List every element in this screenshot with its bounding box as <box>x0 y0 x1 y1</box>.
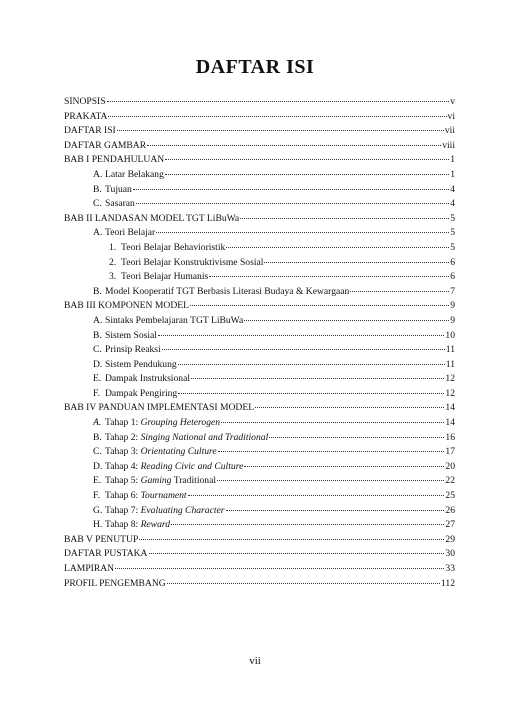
toc-entry <box>64 504 455 519</box>
toc-entry-prefix: F. <box>93 387 100 399</box>
dot-leader <box>178 363 445 365</box>
toc-entry-text: Evaluating Character <box>140 504 225 516</box>
toc-entry-label <box>93 314 243 329</box>
dot-leader <box>264 261 449 263</box>
toc-entry <box>64 518 455 533</box>
toc-entry <box>64 153 455 168</box>
toc-entry <box>64 416 455 431</box>
toc-entry-label <box>93 183 132 198</box>
toc-entry-text: Reading Civic and Culture <box>140 460 244 472</box>
toc-entry-text: DAFTAR PUSTAKA <box>64 548 148 560</box>
toc-entry-page: v <box>450 96 455 107</box>
toc-entry-label <box>93 226 155 241</box>
toc-entry-label <box>93 197 135 212</box>
toc-entry-page: viii <box>442 139 455 151</box>
page-number: vii <box>249 655 261 667</box>
toc-entry-page: 6 <box>450 271 455 283</box>
toc-entry-text: Sasaran <box>105 198 135 210</box>
toc-entry-page: 14 <box>445 402 455 414</box>
toc-entry-label <box>64 212 239 227</box>
toc-entry-prefix: D. <box>93 358 103 370</box>
dot-leader <box>221 421 444 423</box>
dot-leader <box>147 144 441 146</box>
dot-leader <box>162 348 445 350</box>
toc-entry-label <box>93 372 190 387</box>
toc-entry-prefix: 3. <box>109 271 117 283</box>
toc-entry-text: Teori Belajar Konstruktivisme Sosial <box>121 256 264 268</box>
toc-entry-page: 5 <box>450 241 455 253</box>
toc-entry <box>64 124 455 139</box>
toc-entry <box>64 95 455 110</box>
dot-leader <box>191 377 444 379</box>
toc-entry-page: 5 <box>450 212 455 224</box>
toc-entry-page: 112 <box>440 577 455 589</box>
toc-entry <box>64 372 455 387</box>
toc-entry-label <box>93 285 349 300</box>
toc-entry-label <box>93 504 225 519</box>
toc-entry-text: Tahap 2: <box>105 431 141 443</box>
toc-entry-page: vi <box>447 110 455 122</box>
toc-entry <box>64 358 455 373</box>
toc-entry-label <box>109 241 225 256</box>
dot-leader <box>209 275 449 277</box>
toc-entry-prefix: E. <box>93 373 102 385</box>
toc-entry-page: 4 <box>450 183 455 195</box>
toc-entry-text: LAMPIRAN <box>64 563 115 574</box>
toc-entry-text: Traditional <box>171 475 216 487</box>
toc-entry-text: Tahap 3: <box>105 446 141 458</box>
toc-entry-label <box>93 431 268 446</box>
toc-entry-page: 17 <box>445 446 455 458</box>
toc-entry-label <box>93 489 187 504</box>
toc-entry-text: Singing National and Traditional <box>140 431 269 443</box>
toc-entry-page: 1 <box>450 154 455 166</box>
toc-entry-text: Teori Belajar <box>105 227 156 239</box>
toc-entry-label <box>64 562 114 577</box>
toc-entry-page: 27 <box>445 519 455 531</box>
dot-leader <box>165 173 449 175</box>
toc-entry-label <box>93 460 243 475</box>
dot-leader <box>108 115 446 117</box>
toc-entry-prefix: A. <box>93 417 102 429</box>
toc-entry-prefix: C. <box>93 198 102 210</box>
toc-entry-label <box>64 124 116 139</box>
toc-entry <box>64 110 455 125</box>
toc-entry <box>64 387 455 402</box>
toc-entry-prefix: E. <box>93 475 102 487</box>
toc-entry-text: Dampak Pengiring <box>105 387 178 399</box>
toc-entry-label <box>93 358 177 373</box>
dot-leader <box>149 552 445 554</box>
toc-entry-text: Tahap 5: <box>105 475 141 487</box>
toc-entry-page: 30 <box>445 548 455 560</box>
toc-entry <box>64 577 455 592</box>
toc-entry-label <box>64 153 164 168</box>
toc-entry-prefix: B. <box>93 431 102 443</box>
toc-entry-text: Tahap 4: <box>105 460 141 472</box>
dot-leader <box>244 465 444 467</box>
toc-entry-page: 10 <box>445 329 455 341</box>
toc-entry <box>64 197 455 212</box>
toc-entry-page: 11 <box>445 344 455 356</box>
dot-leader <box>226 509 445 511</box>
toc-entry-text: Sistem Pendukung <box>105 358 177 370</box>
toc-entry-page: 25 <box>445 490 455 502</box>
table-of-contents <box>64 95 455 591</box>
toc-entry-label <box>64 95 106 110</box>
toc-entry-text: DAFTAR GAMBAR <box>64 139 147 151</box>
toc-entry-text: Tahap 8: <box>105 519 141 531</box>
dot-leader <box>240 217 449 219</box>
toc-entry <box>64 270 455 285</box>
toc-entry <box>64 314 455 329</box>
toc-entry-page: 16 <box>445 431 455 443</box>
dot-leader <box>117 129 444 131</box>
toc-entry-label <box>93 445 217 460</box>
toc-entry-text: BAB III KOMPONEN MODEL <box>64 300 189 312</box>
dot-leader <box>178 392 444 394</box>
toc-entry-text: Teori Belajar Humanis <box>121 271 209 283</box>
toc-entry-text: DAFTAR ISI <box>64 125 116 137</box>
dot-leader <box>255 406 444 408</box>
toc-entry-page: 33 <box>445 563 455 574</box>
toc-entry-page: 5 <box>450 227 455 239</box>
toc-entry <box>64 343 455 358</box>
dot-leader <box>158 334 444 336</box>
dot-leader <box>139 538 444 540</box>
toc-entry-text: Model Kooperatif TGT Berbasis Literasi Budaya & Kewargaan <box>105 285 350 297</box>
dot-leader <box>156 231 449 233</box>
toc-entry-text: Teori Belajar Behavioristik <box>121 241 226 253</box>
toc-entry-page: 9 <box>450 300 455 312</box>
toc-entry <box>64 285 455 300</box>
toc-entry-text: Latar Belakang <box>105 168 164 180</box>
toc-entry-label <box>64 299 189 314</box>
dot-leader <box>115 567 444 569</box>
toc-entry-text: Tujuan <box>105 183 132 195</box>
dot-leader <box>218 450 445 452</box>
toc-entry-text: SINOPSIS <box>64 96 106 107</box>
toc-entry <box>64 489 455 504</box>
toc-entry-page: 11 <box>445 358 455 370</box>
toc-entry-page: 20 <box>445 460 455 472</box>
toc-entry-prefix: C. <box>93 344 102 356</box>
toc-entry-label <box>64 577 166 592</box>
toc-entry-label <box>64 401 254 416</box>
toc-entry-page: 7 <box>450 285 455 297</box>
dot-leader <box>226 246 449 248</box>
toc-entry-prefix: F. <box>93 490 100 502</box>
toc-entry-page: vii <box>444 125 455 137</box>
toc-entry-label <box>93 329 157 344</box>
toc-entry <box>64 460 455 475</box>
toc-entry <box>64 533 455 548</box>
toc-entry-label <box>109 270 208 285</box>
toc-entry-text: Dampak Instruksional <box>105 373 190 385</box>
toc-entry-prefix: D. <box>93 460 103 472</box>
toc-entry-text: Sistem Sosial <box>105 329 157 341</box>
toc-entry-prefix: G. <box>93 504 103 516</box>
toc-entry <box>64 547 455 562</box>
toc-entry <box>64 183 455 198</box>
toc-entry-prefix: 2. <box>109 256 117 268</box>
dot-leader <box>217 479 444 481</box>
toc-entry-text: Tahap 7: <box>105 504 141 516</box>
toc-entry-page: 6 <box>450 256 455 268</box>
toc-entry-label <box>64 547 148 562</box>
toc-entry-text: Orientating Culture <box>140 446 217 458</box>
toc-entry-text: Tahap 1: <box>105 417 141 429</box>
toc-entry <box>64 401 455 416</box>
page-title: DAFTAR ISI <box>195 56 315 78</box>
toc-entry-page: 4 <box>450 198 455 210</box>
dot-leader <box>188 494 445 496</box>
toc-entry-label <box>93 387 177 402</box>
toc-entry-text: Tahap 6: <box>105 490 141 502</box>
toc-entry-prefix: B. <box>93 183 102 195</box>
toc-entry <box>64 212 455 227</box>
dot-leader <box>350 290 449 292</box>
toc-entry-text: Gaming <box>140 475 172 487</box>
toc-entry-page: 22 <box>445 475 455 487</box>
toc-entry-text: BAB I PENDAHULUAN <box>64 154 165 166</box>
toc-entry-label <box>93 343 161 358</box>
toc-entry-page: 12 <box>445 387 455 399</box>
toc-entry-prefix: 1. <box>109 241 117 253</box>
toc-entry <box>64 168 455 183</box>
dot-leader <box>171 523 444 525</box>
toc-entry-label <box>64 139 146 154</box>
dot-leader <box>136 202 449 204</box>
toc-entry-page: 1 <box>450 168 455 180</box>
toc-entry-page: 26 <box>445 504 455 516</box>
toc-entry-page: 29 <box>445 533 455 545</box>
toc-entry-label <box>93 474 216 489</box>
toc-entry-prefix: C. <box>93 446 102 458</box>
toc-entry <box>64 226 455 241</box>
toc-entry <box>64 431 455 446</box>
toc-entry <box>64 299 455 314</box>
dot-leader <box>167 582 440 584</box>
toc-entry <box>64 139 455 154</box>
toc-entry-prefix: H. <box>93 519 103 531</box>
toc-entry-label <box>109 256 263 271</box>
toc-entry-text: BAB IV PANDUAN IMPLEMENTASI MODEL <box>64 402 255 414</box>
dot-leader <box>190 304 449 306</box>
toc-entry-text: Tournament <box>140 490 187 502</box>
toc-entry-prefix: A. <box>93 314 103 326</box>
toc-entry-page: 9 <box>450 314 455 326</box>
dot-leader <box>107 100 450 102</box>
toc-entry-label <box>64 110 107 125</box>
toc-entry-prefix: A. <box>93 168 103 180</box>
toc-entry <box>64 474 455 489</box>
toc-entry <box>64 256 455 271</box>
toc-entry-prefix: B. <box>93 285 102 297</box>
dot-leader <box>244 319 449 321</box>
toc-entry-label <box>93 168 164 183</box>
toc-entry <box>64 241 455 256</box>
toc-entry <box>64 562 455 577</box>
toc-entry-page: 12 <box>445 373 455 385</box>
toc-entry-text: PRAKATA <box>64 110 108 122</box>
toc-entry <box>64 445 455 460</box>
toc-entry-prefix: B. <box>93 329 102 341</box>
dot-leader <box>133 188 449 190</box>
toc-entry-text: Grouping Heterogen <box>140 417 221 429</box>
toc-entry-text: Prinsip Reaksi <box>105 344 161 356</box>
toc-entry-text: Sintaks Pembelajaran TGT LiBuWa <box>105 314 244 326</box>
dot-leader <box>165 158 449 160</box>
toc-entry-text: BAB II LANDASAN MODEL TGT LiBuWa <box>64 212 240 224</box>
toc-entry-page: 14 <box>445 417 455 429</box>
toc-entry-text: Reward <box>140 519 171 531</box>
toc-entry-text: BAB V PENUTUP <box>64 533 139 545</box>
toc-entry-text: PROFIL PENGEMBANG <box>64 577 166 589</box>
toc-entry-label <box>64 533 138 548</box>
toc-entry <box>64 329 455 344</box>
dot-leader <box>269 436 444 438</box>
toc-entry-label <box>93 416 220 431</box>
toc-entry-label <box>93 518 170 533</box>
toc-entry-prefix: A. <box>93 227 103 239</box>
